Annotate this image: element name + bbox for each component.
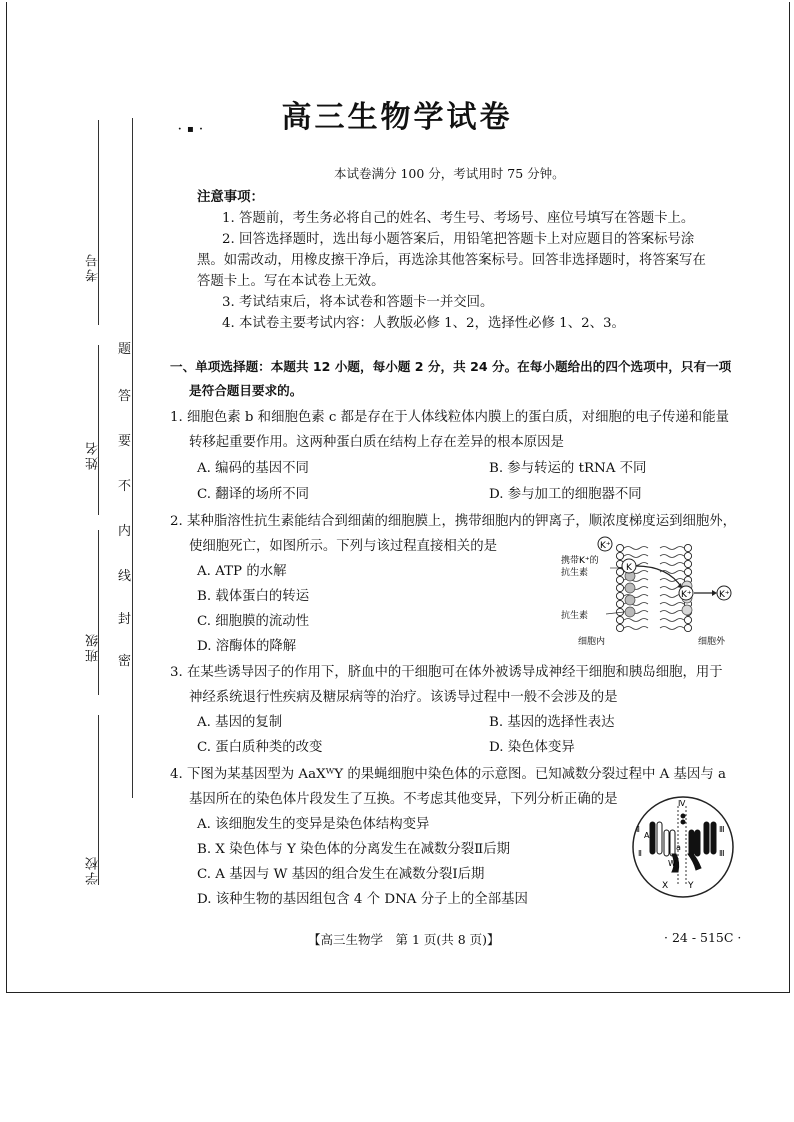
gene-label-a-small: a: [676, 843, 681, 852]
q3-stem: 神经系统退行性疾病及糖尿病等的治疗。该诱导过程中一般不会涉及的是: [189, 690, 618, 705]
q1-option-d: D. 参与加工的细胞器不同: [489, 487, 642, 502]
ion-label: K⁺: [681, 590, 692, 600]
q4-option-b: B. X 染色体与 Y 染色体的分离发生在减数分裂Ⅱ后期: [197, 842, 511, 857]
xuexiao-label: 学校: [86, 855, 101, 885]
seal-char: 不: [118, 479, 132, 494]
section-heading-cont: 是符合题目要求的。: [189, 383, 303, 398]
chrom-label-iv: Ⅳ: [678, 799, 686, 808]
q2-stem: 2. 某种脂溶性抗生素能结合到细菌的细胞膜上，携带细胞内的钾离子，顺浓度梯度运到细胞外，: [170, 514, 737, 529]
seal-char: 答: [118, 389, 132, 404]
chrom-label-y: Y: [688, 881, 694, 891]
seal-char: 内: [118, 524, 132, 539]
q2-stem: 使细胞死亡，如图所示。下列与该过程直接相关的是: [189, 539, 497, 554]
label-carry: 抗生素: [561, 568, 589, 578]
chrom-label-ii: Ⅱ: [636, 825, 640, 834]
page-footer: 【高三生物学 第 1 页(共 8 页)】: [308, 932, 500, 947]
q1-stem: 转移起重要作用。这两种蛋白质在结构上存在差异的根本原因是: [189, 435, 564, 450]
kaohao-label: 考号: [86, 252, 101, 282]
binding-line: [132, 118, 133, 798]
label-outside: 细胞外: [698, 637, 726, 647]
q3-option-c: C. 蛋白质种类的改变: [197, 740, 323, 755]
notice-line: 4. 本试卷主要考试内容：人教版必修 1、2，选择性必修 1、2、3。: [222, 316, 625, 331]
q3-option-b: B. 基因的选择性表达: [489, 715, 615, 730]
q2-option-c: C. 细胞膜的流动性: [197, 614, 310, 629]
q2-option-b: B. 载体蛋白的转运: [197, 589, 310, 604]
q1-option-c: C. 翻译的场所不同: [197, 487, 310, 502]
xingming-line: [98, 345, 99, 515]
notice-heading: 注意事项：: [197, 190, 264, 205]
notice-line: 1. 答题前，考生务必将自己的姓名、考生号、考场号、座位号填写在答题卡上。: [222, 211, 695, 226]
q3-stem: 3. 在某些诱导因子的作用下，脐血中的干细胞可在体外被诱导成神经干细胞和胰岛细胞，用于: [170, 665, 723, 680]
label-carry: 携带K⁺的: [561, 556, 599, 566]
q1-stem: 1. 细胞色素 b 和细胞色素 c 都是存在于人体线粒体内膜上的蛋白质，对细胞的电子传递和能量: [170, 410, 729, 425]
ion-label: K: [626, 563, 632, 573]
q4-option-c: C. A 基因与 W 基因的组合发生在减数分裂Ⅰ后期: [197, 867, 485, 882]
seal-char: 题: [118, 342, 132, 357]
seal-char: 线: [118, 569, 132, 584]
notice-line: 2. 回答选择题时，选出每小题答案后，用铅笔把答题卡上对应题目的答案标号涂: [222, 232, 695, 247]
q1-option-b: B. 参与转运的 tRNA 不同: [489, 461, 647, 476]
label-inside: 细胞内: [578, 637, 606, 647]
banji-label: 班级: [86, 632, 101, 662]
notice-line: 3. 考试结束后，将本试卷和答题卡一并交回。: [222, 295, 494, 310]
q2-option-d: D. 溶酶体的降解: [197, 639, 297, 654]
chrom-label-iii: Ⅲ: [719, 849, 725, 858]
notice-line: 答题卡上。写在本试卷上无效。: [197, 274, 385, 289]
xingming-label: 姓名: [86, 440, 101, 470]
q4-option-d: D. 该种生物的基因组包含 4 个 DNA 分子上的全部基因: [197, 892, 528, 907]
paper-code: · 24 - 515C ·: [664, 930, 742, 945]
gene-label-a: A: [644, 831, 650, 840]
q2-option-a: A. ATP 的水解: [197, 564, 287, 579]
kaohao-line: [98, 120, 99, 325]
q3-option-a: A. 基因的复制: [197, 715, 283, 730]
q1-option-a: A. 编码的基因不同: [197, 461, 309, 476]
q3-option-d: D. 染色体变异: [489, 740, 575, 755]
ion-label: K⁺: [719, 590, 730, 600]
seal-char: 密: [118, 654, 132, 669]
chromosome-diagram: [628, 792, 738, 902]
label-antibiotic: 抗生素: [561, 611, 589, 621]
corner-marks: · ▪ ·: [178, 124, 204, 135]
q4-option-a: A. 该细胞发生的变异是染色体结构变异: [197, 817, 430, 832]
seal-char: 封: [118, 612, 132, 627]
section-heading: 一、单项选择题：本题共 12 小题，每小题 2 分，共 24 分。在每小题给出的四个选项中，只有一项: [170, 359, 732, 374]
subtitle: 本试卷满分 100 分，考试用时 75 分钟。: [334, 166, 565, 181]
notice-line: 黑。如需改动，用橡皮擦干净后，再选涂其他答案标号。回答非选择题时，将答案写在: [197, 253, 706, 268]
chrom-label-ii: Ⅱ: [638, 849, 642, 858]
chrom-label-iii: Ⅲ: [719, 825, 725, 834]
banji-line: [98, 530, 99, 695]
membrane-diagram: [558, 536, 748, 651]
chrom-label-x: X: [662, 881, 669, 891]
gene-label-w: W: [668, 859, 676, 868]
seal-char: 要: [118, 434, 132, 449]
q4-stem: 4. 下图为某基因型为 AaXᵂY 的果蝇细胞中染色体的示意图。已知减数分裂过程中 A 基因与 a: [170, 767, 726, 782]
page-title: 高三生物学试卷: [281, 100, 513, 135]
ion-label: K⁺: [600, 541, 611, 551]
q4-stem: 基因所在的染色体片段发生了互换。不考虑其他变异，下列分析正确的是: [189, 792, 618, 807]
